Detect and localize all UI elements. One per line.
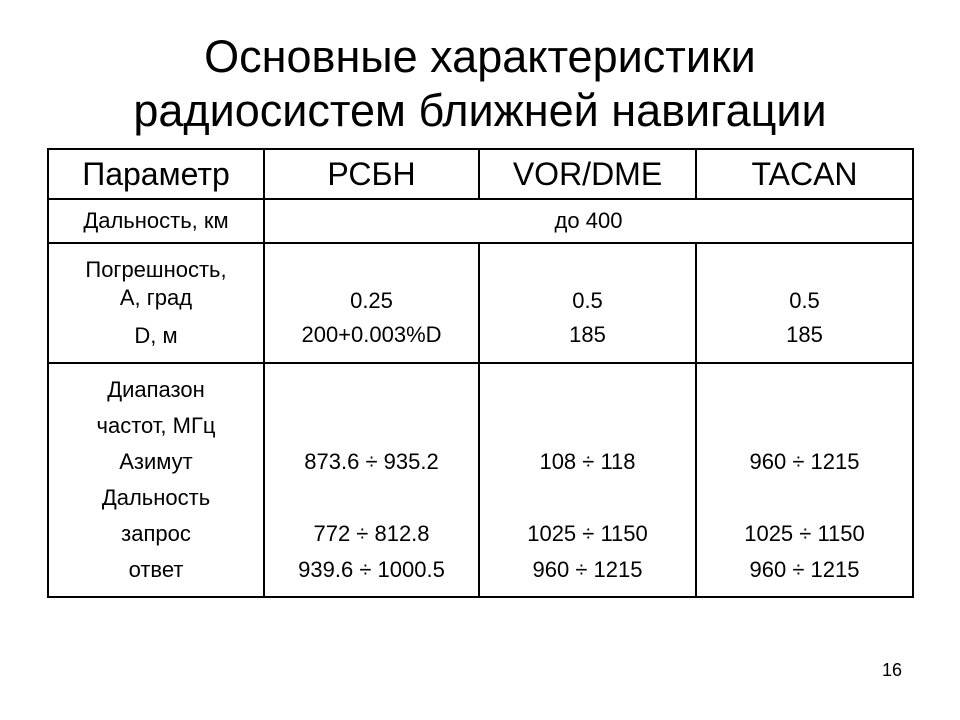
slide-title-line1: Основные характеристики xyxy=(204,31,756,82)
error-vor-distance: 185 xyxy=(569,322,606,347)
error-tacan-distance: 185 xyxy=(786,322,823,347)
freq-tacan xyxy=(696,363,913,597)
error-rsbn-azimuth: 0.25 xyxy=(350,288,393,313)
freq-label-distance: Дальность xyxy=(101,485,211,510)
freq-vor-reply: 960 ÷ 1215 xyxy=(532,557,643,582)
freq-label xyxy=(48,363,264,597)
freq-tacan-azimuth: 960 ÷ 1215 xyxy=(749,449,860,474)
freq-label-azimuth: Азимут xyxy=(119,449,193,474)
freq-label-request: запрос xyxy=(121,521,191,546)
freq-rsbn-azimuth: 873.6 ÷ 935.2 xyxy=(304,449,439,474)
freq-rsbn-request: 772 ÷ 812.8 xyxy=(313,521,430,546)
error-label xyxy=(48,243,264,363)
freq-tacan-request: 1025 ÷ 1150 xyxy=(744,521,865,546)
table-row-frequency xyxy=(48,363,913,597)
characteristics-table xyxy=(47,148,914,598)
freq-vor-azimuth: 108 ÷ 118 xyxy=(539,449,636,474)
freq-label-line1: Диапазон xyxy=(107,377,205,402)
error-rsbn xyxy=(264,243,479,363)
header-rsbn: РСБН xyxy=(264,149,479,199)
header-tacan: TACAN xyxy=(696,149,913,199)
error-label-line3: D, м xyxy=(134,323,178,348)
table-header-row xyxy=(48,149,913,199)
table-row-range xyxy=(48,199,913,243)
freq-label-line2: частот, МГц xyxy=(96,413,216,438)
error-label-line2: А, град xyxy=(119,285,193,310)
range-label: Дальность, км xyxy=(48,199,264,243)
table-row-error xyxy=(48,243,913,363)
freq-tacan-reply: 960 ÷ 1215 xyxy=(749,557,860,582)
freq-label-reply: ответ xyxy=(128,557,184,582)
header-vor-dme: VOR/DME xyxy=(479,149,696,199)
freq-rsbn-reply: 939.6 ÷ 1000.5 xyxy=(298,557,445,582)
error-rsbn-distance: 200+0.003%D xyxy=(301,322,442,347)
error-label-line1: Погрешность, xyxy=(85,257,227,282)
error-tacan-azimuth: 0.5 xyxy=(789,288,820,313)
error-tacan xyxy=(696,243,913,363)
slide-title-line2: радиосистем ближней навигации xyxy=(133,85,827,136)
freq-vor-request: 1025 ÷ 1150 xyxy=(527,521,648,546)
freq-rsbn xyxy=(264,363,479,597)
header-parameter: Параметр xyxy=(48,149,264,199)
slide-title xyxy=(0,30,960,138)
error-vor xyxy=(479,243,696,363)
freq-vor xyxy=(479,363,696,597)
error-vor-azimuth: 0.5 xyxy=(572,288,603,313)
page-number: 16 xyxy=(881,660,902,680)
range-value: до 400 xyxy=(264,199,913,243)
